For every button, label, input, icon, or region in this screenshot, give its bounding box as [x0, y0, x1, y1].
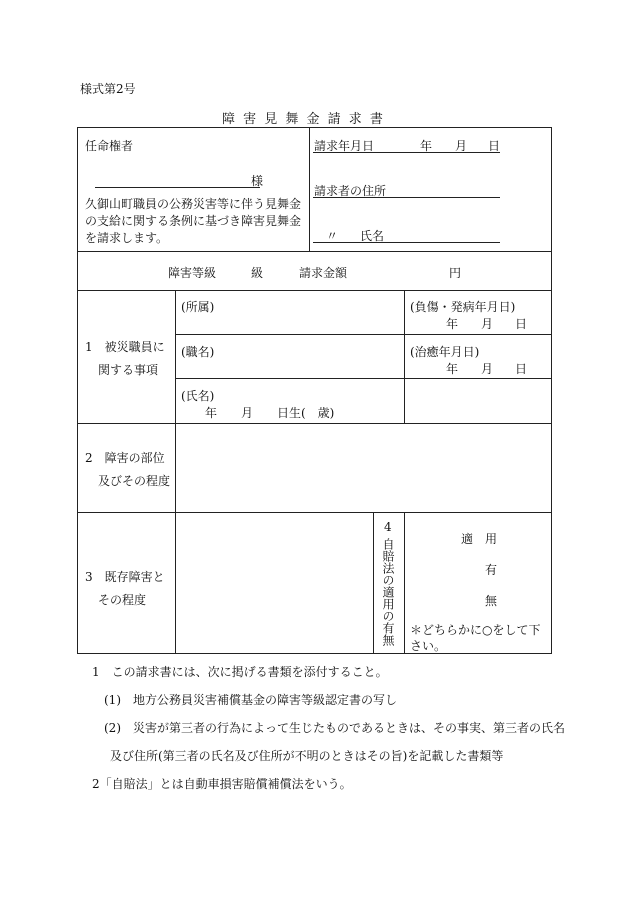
affiliation-label: (所属) [181, 300, 215, 314]
yen-unit: 円 [449, 266, 462, 280]
amount-label: 請求金額 [299, 266, 348, 280]
section2-label: 及びその程度 [98, 474, 171, 488]
statement-line: を請求します。 [85, 231, 169, 245]
grade-label: 障害等級 [168, 266, 217, 280]
form-number: 様式第2号 [80, 82, 136, 96]
col-divider [373, 512, 374, 654]
col-divider [404, 512, 405, 654]
note-line: 2「自賠法」とは自動車損害賠償補償法をいう。 [92, 777, 352, 791]
honorific: 様 [251, 174, 264, 188]
statement-line: 久御山町職員の公務災害等に伴う見舞金 [85, 197, 302, 211]
note-line: 及び住所(第三者の氏名及び住所が不明のときはその旨)を記載した書類等 [110, 749, 504, 763]
section4-note: ＊どちらかに○をして下 [410, 623, 541, 637]
form-title: 障 害 見 舞 金 請 求 書 [222, 112, 385, 127]
statement-line: の支給に関する条例に基づき障害見舞金 [85, 214, 302, 228]
row-divider [77, 512, 552, 513]
cure-month: 月 [481, 362, 494, 376]
grade-unit: 級 [251, 266, 264, 280]
injury-year: 年 [446, 317, 459, 331]
appointer-label: 任命権者 [85, 139, 134, 153]
row-divider [77, 423, 552, 424]
employee-name-label: (氏名) [181, 389, 215, 403]
note-line: 1 この請求書には、次に掲げる書類を添付すること。 [92, 665, 388, 679]
section1-label: 関する事項 [98, 363, 159, 377]
name-label: 氏名 [360, 229, 385, 243]
row-divider [77, 290, 552, 291]
request-date-label: 請求年月日 [314, 139, 375, 153]
apply-no: 無 [485, 594, 498, 608]
note-line: (1) 地方公務員災害補償基金の障害等級認定書の写し [104, 693, 398, 707]
section2-label: 2 障害の部位 [85, 451, 165, 465]
cure-day: 日 [515, 362, 528, 376]
name-line [313, 242, 500, 243]
apply-label: 適 用 [461, 532, 498, 546]
ditto-mark: 〃 [326, 229, 339, 243]
position-label: (職名) [181, 345, 215, 359]
injury-day: 日 [515, 317, 528, 331]
section3-label: その程度 [98, 593, 147, 607]
apply-yes: 有 [485, 563, 498, 577]
cure-year: 年 [446, 362, 459, 376]
request-date-line [313, 152, 500, 153]
cure-date-label: (治癒年月日) [410, 345, 480, 359]
birth-date: 年 月 日生( 歳) [205, 406, 335, 420]
row-divider [77, 251, 552, 252]
col-divider [175, 423, 176, 654]
injury-month: 月 [481, 317, 494, 331]
note-line: (2) 災害が第三者の行為によって生じたものであるときは、その事実、第三者の氏名 [104, 721, 566, 735]
section1-label: 1 被災職員に [85, 340, 165, 354]
appointer-name-line [95, 187, 260, 188]
section3-label: 3 既存障害と [85, 570, 165, 584]
address-line [313, 197, 500, 198]
request-month: 月 [455, 139, 468, 153]
section4-vertical-label: 自賠法の適用の有無 [381, 538, 395, 646]
injury-date-label: (負傷・発病年月日) [410, 300, 516, 314]
col-divider [404, 290, 405, 423]
section4-note: さい。 [410, 639, 447, 653]
col-divider [175, 290, 176, 423]
col-divider [309, 127, 310, 251]
row-divider [175, 378, 552, 379]
address-label: 請求者の住所 [314, 184, 387, 198]
request-day: 日 [488, 139, 501, 153]
section4-number: 4 [384, 520, 392, 534]
row-divider [175, 334, 552, 335]
request-year: 年 [420, 139, 433, 153]
